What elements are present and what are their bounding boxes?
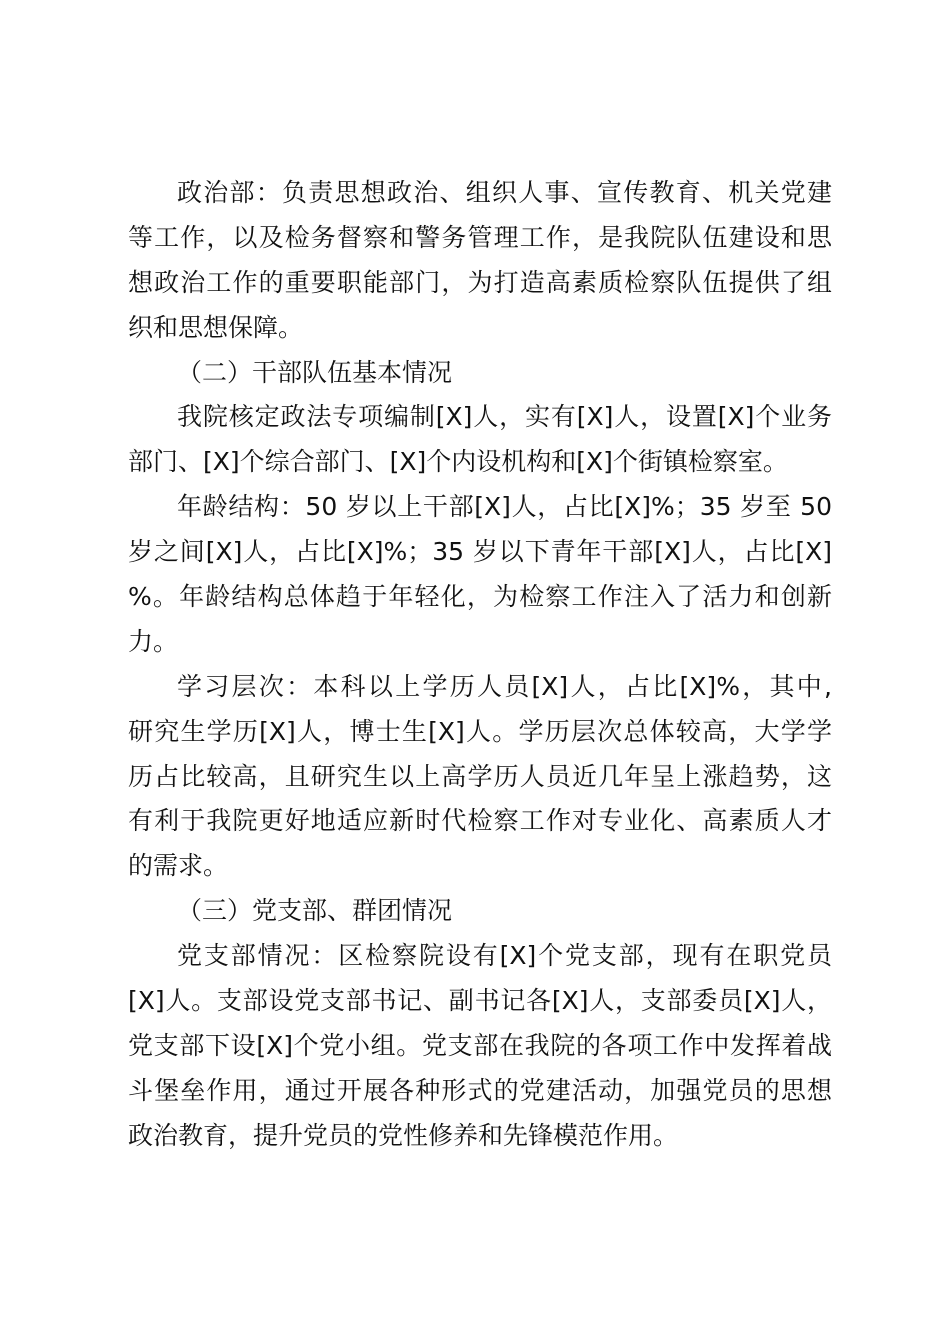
text-line: 学习层次：本科以上学历人员[X]人，占比[X]%，其中,	[177, 671, 832, 701]
text-line: 我院核定政法专项编制[X]人，实有[X]人，设置[X]个业务	[177, 402, 832, 432]
text-line: 研究生学历[X]人，博士生[X]人。学历层次总体较高，大学学	[128, 716, 832, 746]
text-line: 斗堡垒作用，通过开展各种形式的党建活动，加强党员的思想	[128, 1075, 832, 1105]
text-line: 党支部下设[X]个党小组。党支部在我院的各项工作中发挥着战	[128, 1030, 832, 1060]
text-line: 力。	[128, 626, 179, 656]
text-line: 织和思想保障。	[128, 312, 304, 342]
text-line: 政治部：负责思想政治、组织人事、宣传教育、机关党建	[177, 178, 832, 207]
text-line: 想政治工作的重要职能部门，为打造高素质检察队伍提供了组	[128, 267, 832, 297]
document-body	[128, 171, 832, 1159]
section-heading	[128, 351, 832, 396]
paragraph	[128, 934, 832, 1158]
paragraph	[128, 171, 832, 351]
text-line: %。年龄结构总体趋于年轻化，为检察工作注入了活力和创新	[128, 582, 832, 612]
text-line: 年龄结构：50 岁以上干部[X]人，占比[X]%；35 岁至 50	[177, 492, 832, 522]
text-line: 等工作，以及检务督察和警务管理工作，是我院队伍建设和思	[128, 222, 832, 252]
text-line: 有利于我院更好地适应新时代检察工作对专业化、高素质人才	[128, 806, 832, 836]
paragraph	[128, 485, 832, 665]
text-line: 党支部情况：区检察院设有[X]个党支部，现有在职党员	[177, 941, 832, 971]
section-heading	[128, 889, 832, 934]
text-line: 岁之间[X]人，占比[X]%；35 岁以下青年干部[X]人，占比[X]	[128, 537, 832, 567]
text-line: 的需求。	[128, 851, 229, 881]
paragraph	[128, 395, 832, 485]
text-line: 政治教育，提升党员的党性修养和先锋模范作用。	[128, 1120, 679, 1150]
text-line: （三）党支部、群团情况	[177, 896, 453, 926]
text-line: [X]人。支部设党支部书记、副书记各[X]人，支部委员[X]人，	[128, 986, 832, 1016]
text-line: 部门、[X]个综合部门、[X]个内设机构和[X]个街镇检察室。	[128, 447, 788, 477]
text-line: 历占比较高，且研究生以上高学历人员近几年呈上涨趋势，这	[128, 761, 832, 791]
text-line: （二）干部队伍基本情况	[177, 357, 453, 387]
paragraph	[128, 665, 832, 889]
